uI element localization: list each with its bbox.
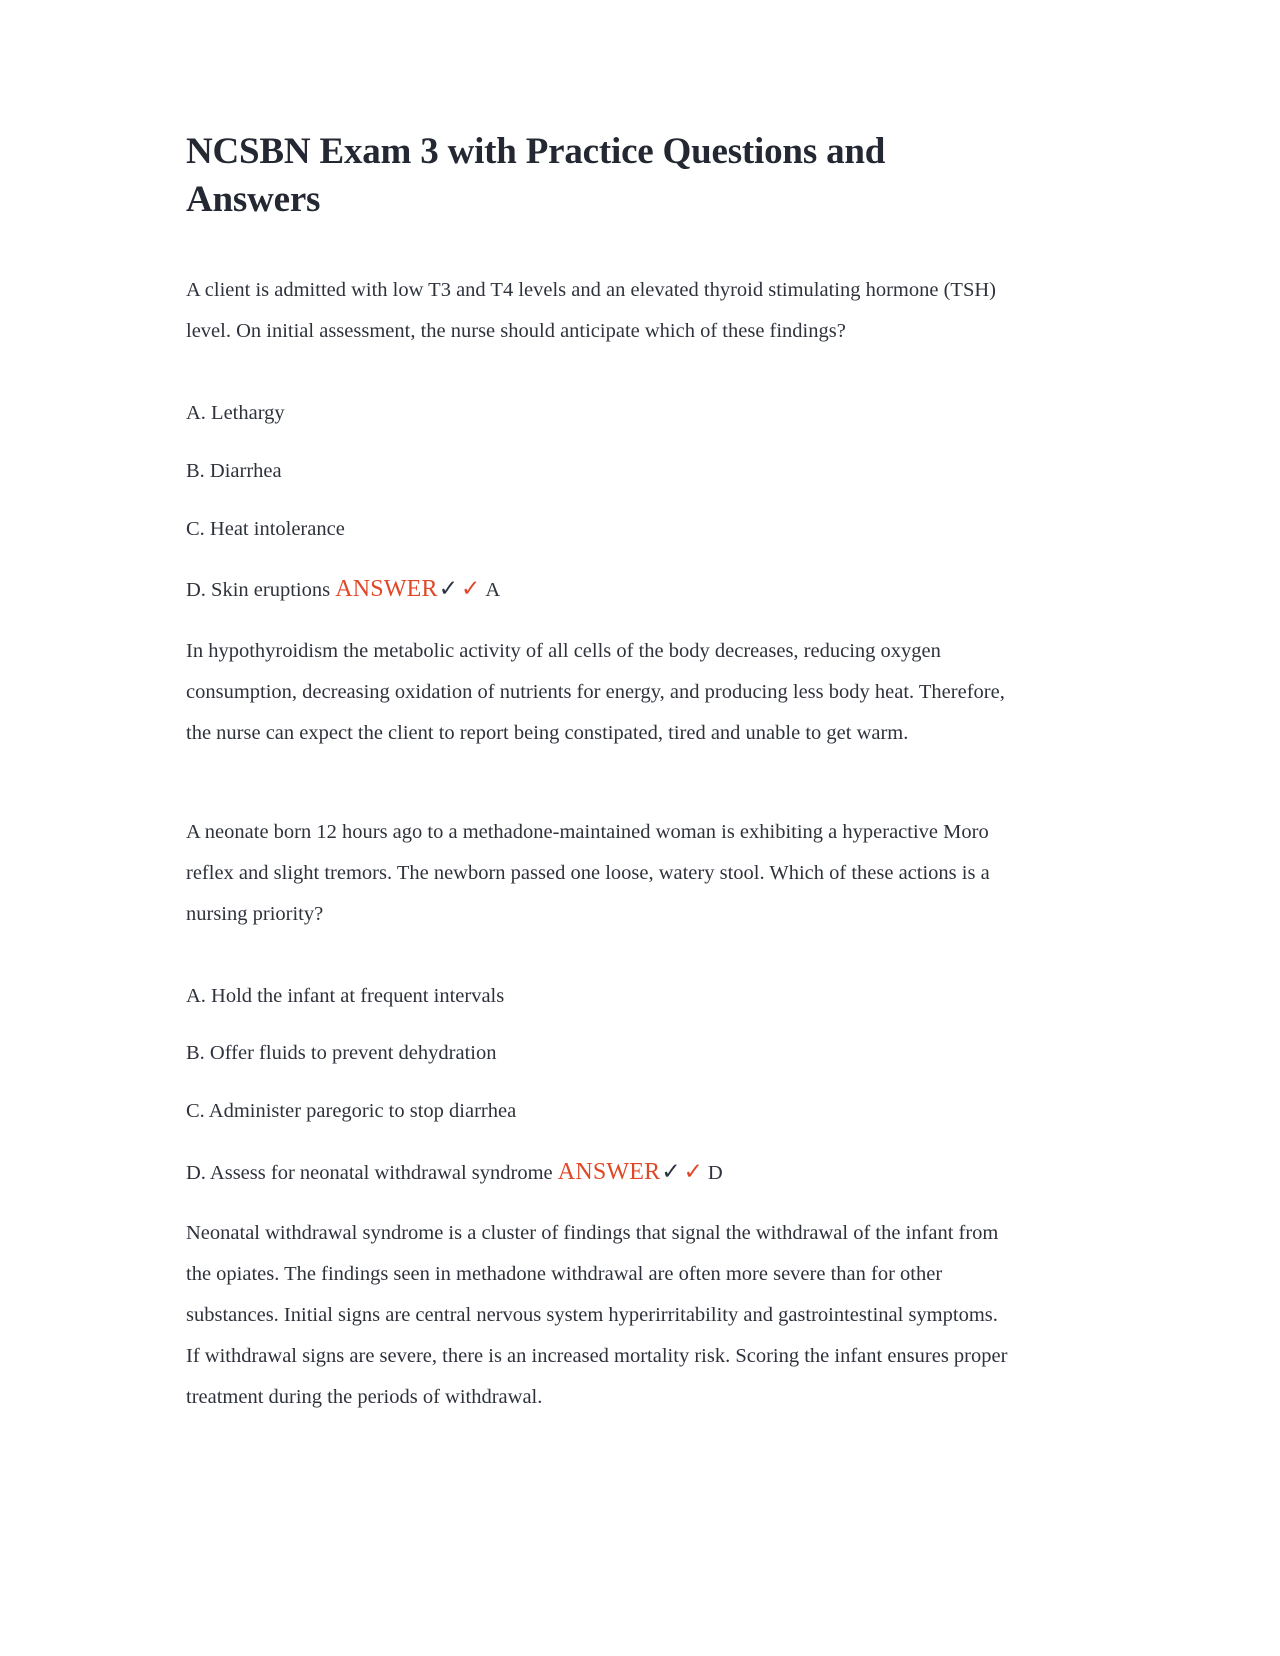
answer-option-label: D. Skin eruptions [186,579,331,602]
answer-marker: ANSWER [335,576,438,603]
document-content [186,128,1016,1418]
answer-explanation: In hypothyroidism the metabolic activity of all cells of the body decreases, reducing oxygen consumption, decreasing oxidation of nutrients for energy, and producing less body heat. Therefore, the nurse can expect the client to report being constipated, tired and unable to get warm. [186,639,1005,744]
answer-option[interactable]: C. Heat intolerance [186,517,345,540]
page-title: NCSBN Exam 3 with Practice Questions and Answers [186,131,886,221]
check-mark-red-icon: ✓ [461,576,481,602]
answer-option[interactable]: C. Administer paregoric to stop diarrhea [186,1100,517,1123]
question-block-2 [186,812,1016,1418]
check-mark-dark-icon: ✓ [661,1158,681,1184]
answer-options-list [186,398,1016,608]
answer-explanation: Neonatal withdrawal syndrome is a cluster of findings that signal the withdrawal of the infant from the opiates. The findings seen in methadone withdrawal are often more severe than for other substances. Initial signs are central nervous system hyperirritability and gastrointestinal symptoms. If withdrawal signs are severe, there is an increased mortality risk. Scoring the infant ensures proper treatment during the periods of withdrawal. [186,1222,1008,1409]
answer-option[interactable]: A. Lethargy [186,402,285,425]
answer-option[interactable]: B. Diarrhea [186,459,282,482]
question-stem: A client is admitted with low T3 and T4 levels and an elevated thyroid stimulating hormone (TSH) level. On initial assessment, the nurse should anticipate which of these findings? [186,279,996,343]
answer-option[interactable]: A. Hold the infant at frequent intervals [186,984,505,1007]
answer-letter: D [707,1161,723,1184]
answer-letter: A [485,579,501,602]
answer-option-label: D. Assess for neonatal withdrawal syndrome [186,1161,553,1184]
check-mark-red-icon: ✓ [683,1158,703,1184]
answer-option-with-answer[interactable] [186,1154,1016,1191]
question-stem: A neonate born 12 hours ago to a methadone-maintained woman is exhibiting a hyperactive Moro reflex and slight tremors. The newborn passed one loose, watery stool. Which of these actions is a nursing priority? [186,820,990,925]
answer-marker: ANSWER [557,1158,661,1185]
question-block-1 [186,270,1016,753]
check-mark-dark-icon: ✓ [438,576,459,602]
answer-options-list [186,981,1016,1191]
answer-option[interactable]: B. Offer fluids to prevent dehydration [186,1042,497,1065]
answer-option-with-answer[interactable] [186,571,1016,608]
section-divider [186,754,1016,812]
